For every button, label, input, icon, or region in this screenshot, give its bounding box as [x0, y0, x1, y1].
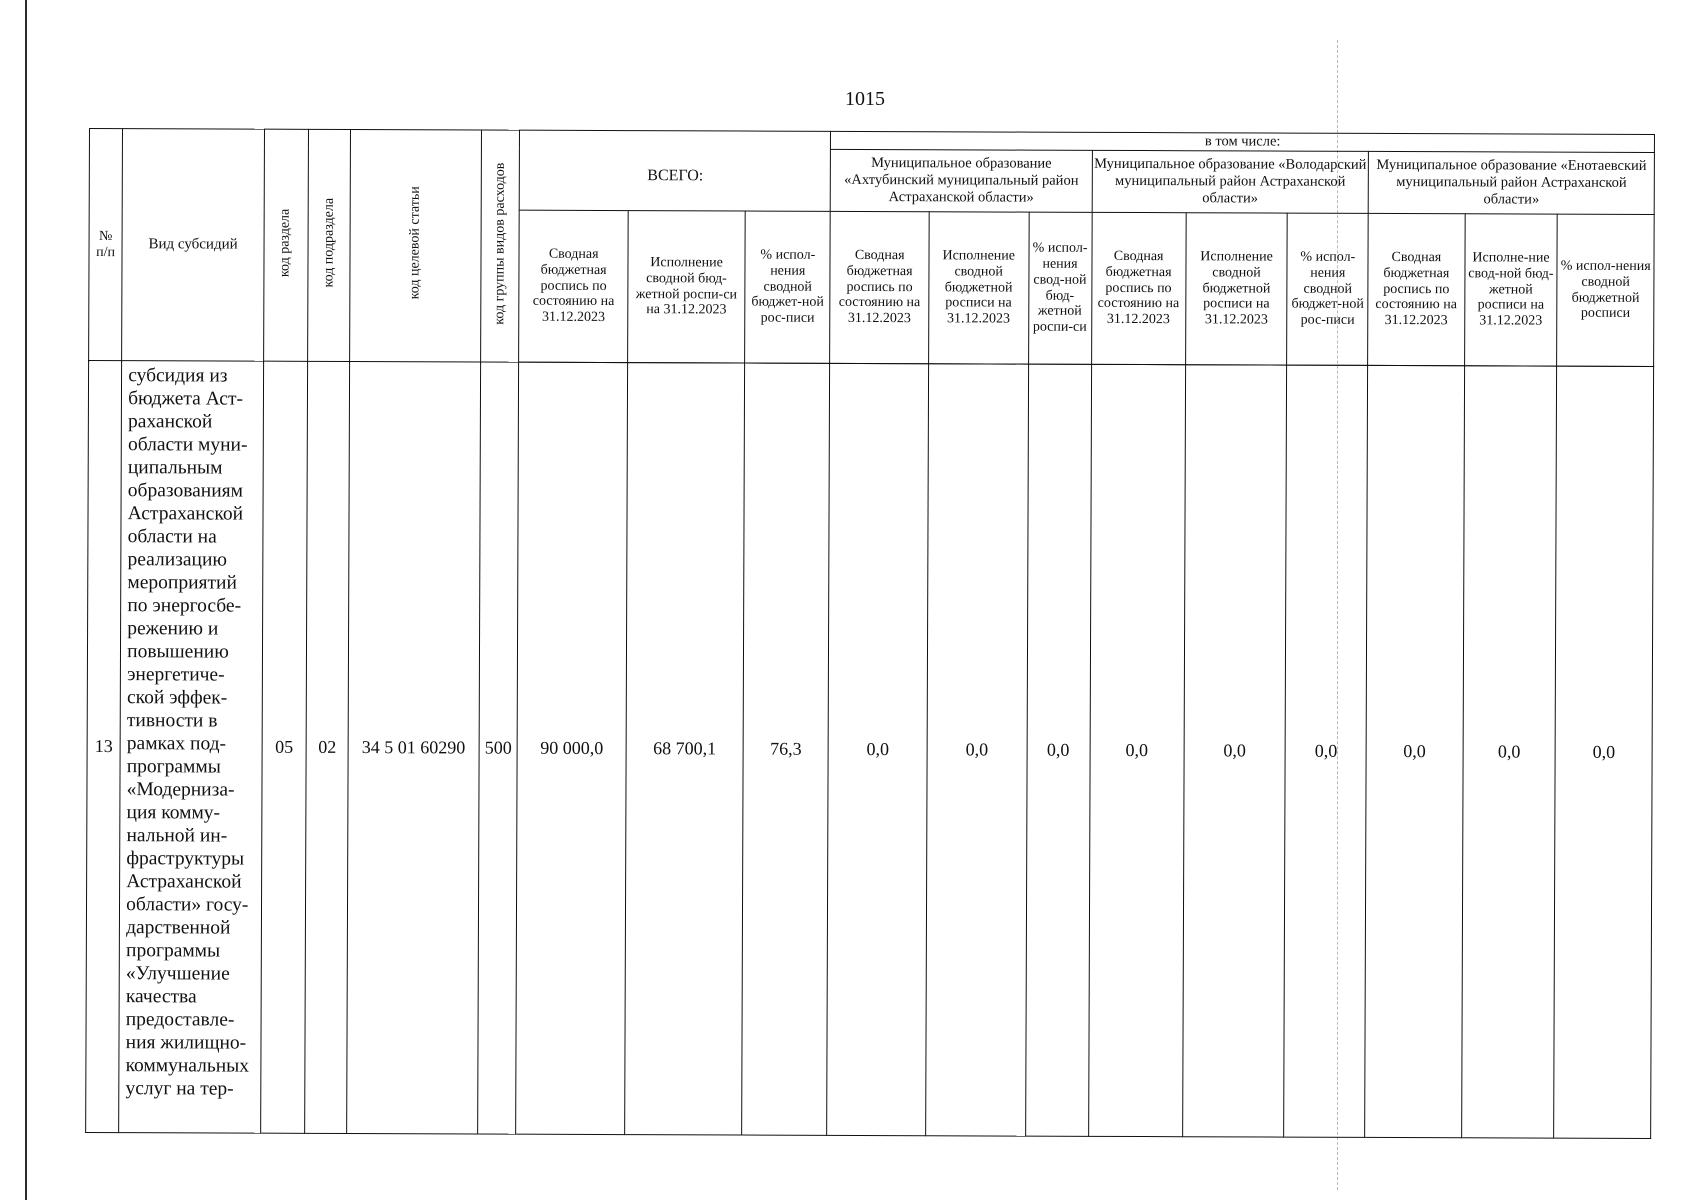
header-total-execution: Исполнение сводной бюд-жетной роспи-си на 31.12.2023: [628, 211, 746, 363]
row-section-code: 05: [260, 361, 307, 1133]
header-target-code-text: код целевой статьи: [407, 186, 423, 300]
header-group-akhtubinsky: Муниципальное образование «Ахтубинский муниципальный район Астраханской области»: [831, 149, 1092, 212]
header-expense-group-code-text: код группы видов расходов: [491, 162, 508, 325]
header-group-volodarsky: Муниципальное образование «Володарский муниципальный район Астраханской области»: [1092, 150, 1369, 213]
header-expense-group-code: [480, 130, 520, 362]
header-g2-execution: Исполнение сводной бюджетной росписи на 31.12.2023: [1185, 213, 1287, 365]
header-subsidy-type: Вид субсидий: [122, 129, 265, 362]
row-subsection-code: 02: [305, 361, 350, 1133]
row-g1-execution: 0,0: [926, 364, 1029, 1136]
row-g2-plan: 0,0: [1088, 364, 1185, 1136]
header-g3-plan: Сводная бюджетная роспись по состоянию на 31.12.2023: [1368, 213, 1465, 365]
header-total: ВСЕГО:: [520, 130, 831, 211]
header-including: в том числе:: [831, 131, 1655, 152]
header-g3-percent: % испол-нения сводной бюджетной росписи: [1557, 214, 1654, 366]
budget-table: [85, 128, 1655, 1139]
header-index: № п/п: [89, 129, 123, 361]
page-number: 1015: [845, 88, 885, 110]
header-total-percent: % испол-нения сводной бюджет-ной рос-писи: [745, 211, 831, 363]
header-g3-execution: Исполне-ние свод-ной бюд-жетной росписи на 31.12.2023: [1464, 214, 1558, 366]
header-subsection-code-text: код подраздела: [320, 198, 337, 288]
header-g1-percent: % испол-нения свод-ной бюд-жетной роспи-си: [1028, 212, 1092, 364]
row-index: 13: [86, 361, 122, 1133]
header-group-enotaevsky: Муниципальное образование «Енотаевский муниципальный район Астраханской области»: [1368, 151, 1654, 214]
header-g1-plan: Сводная бюджетная роспись по состоянию на 31.12.2023: [830, 211, 929, 363]
header-subsection-code: [308, 129, 351, 361]
row-g1-percent: 0,0: [1025, 364, 1091, 1136]
header-section-code-text: код раздела: [277, 208, 294, 277]
row-description: субсидия из бюджета Аст- раханской области муни- ципальным образованиям Астраханской области на реализацию мероприятий по энергосбе- режению и повышению энергетиче- ской эффек- тивности в рамках под- программы «Модерниза- ция комму- нальной ин- фраструктуры Астраханской области» госу- дарственной программы «Улучшение качества предоставле- ния жилищно- коммунальных услуг на тер-: [119, 361, 264, 1134]
row-expense-group-code: 500: [477, 362, 519, 1134]
header-target-code: [350, 130, 481, 362]
row-total-execution: 68 700,1: [625, 363, 745, 1135]
header-g2-plan: Сводная бюджетная роспись по состоянию на 31.12.2023: [1091, 212, 1186, 364]
row-g3-plan: 0,0: [1365, 365, 1464, 1137]
header-section-code: [263, 129, 308, 361]
header-g2-percent: % испол-нения сводной бюджет-ной рос-писи: [1287, 213, 1368, 365]
row-total-percent: 76,3: [742, 363, 830, 1135]
header-g1-execution: Исполнение сводной бюджетной росписи на 31.12.2023: [929, 212, 1029, 364]
scan-left-edge: [25, 0, 27, 1200]
row-total-plan: 90 000,0: [516, 362, 627, 1134]
row-g1-plan: 0,0: [827, 363, 928, 1135]
table-row: [86, 361, 1654, 1139]
row-g2-percent: 0,0: [1284, 365, 1368, 1137]
row-g2-execution: 0,0: [1182, 365, 1287, 1137]
row-g3-percent: 0,0: [1554, 366, 1653, 1138]
row-target-code: 34 5 01 60290: [347, 362, 481, 1134]
header-total-plan: Сводная бюджетная роспись по состоянию на 31.12.2023: [519, 210, 628, 362]
row-g3-execution: 0,0: [1461, 366, 1557, 1138]
